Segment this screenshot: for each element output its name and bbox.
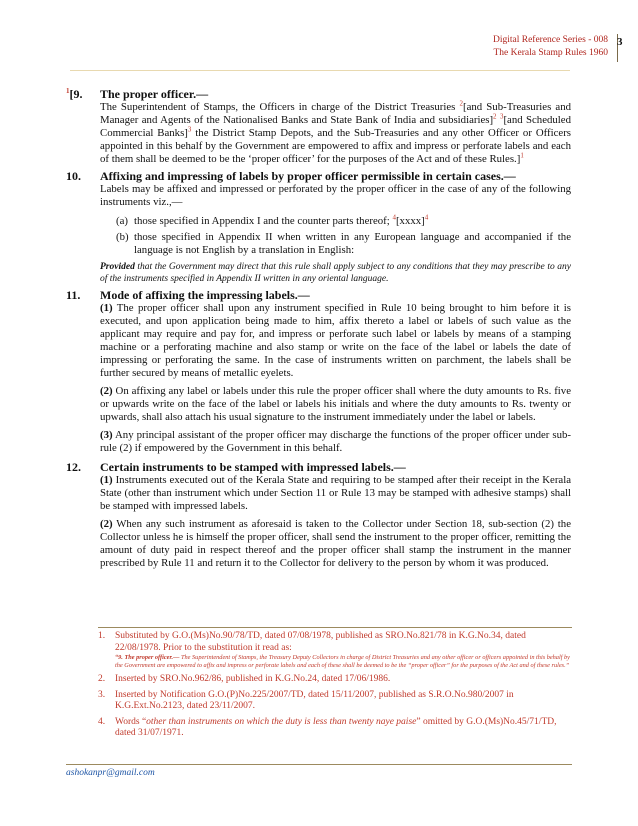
footnote-ref[interactable]: 2 xyxy=(459,99,463,108)
footnote-ref[interactable]: 3 xyxy=(187,125,192,134)
footer-rule xyxy=(66,764,572,765)
rule-12 xyxy=(66,461,571,570)
footnote-3: 3. Inserted by Notification G.O.(P)No.225/2007/TD, dated 15/11/2007, published as S.R.O.No.980/2007 in K.G.Ext.No.2123, dated 23/11/2007. xyxy=(98,689,514,711)
rule-title: Mode of affixing the impressing labels.— xyxy=(100,288,310,302)
footnote-quote: “9. The proper officer.— The Superintendent of Stamps, the Treasury Deputy Collectors in charge of District Treasuries and any other officer or officers appointed in this behalf by the Government are empowered to affix and impress or perforate labels and each of these shall be deemed to be the “proper officer” for the purposes of the Act and of these rules.” xyxy=(115,654,570,669)
rule-12-body xyxy=(100,474,571,570)
rule-number: 11. xyxy=(66,288,81,302)
rule-title: The proper officer.— xyxy=(100,87,209,101)
sub-rule: (2) On affixing any label or labels under this rule the proper officer shall where the duty amounts to Rs. five or upwards write on the face of the label or labels his initials and where the duty amounts to Rs. twenty or upwards, shall also attach his usual signature to the instrument immediately under the label or labels. xyxy=(100,385,571,423)
sub-rule: (1) The proper officer shall upon any instrument specified in Rule 10 being brought to him before it is executed, and upon application being made to him, affix thereto a label or labels of such value as the applicant may require and pay for, and impress or perforate such label or labels by means of a stamping machine or a perforating machine and also stamp or write on the face of the label or labels the date of impressing or perforating the same. In the case of instruments written on parchment, the labels shall be further secured by means of metallic eyelets. xyxy=(100,302,571,379)
footnote-ref[interactable]: 4 xyxy=(392,213,396,222)
proviso: Provided that the Government may direct that this rule shall apply subject to any conditions that they may prescribe to any of the instruments specified in Appendix II written in any oriental language. xyxy=(100,262,571,284)
rule-number: 10. xyxy=(66,169,81,183)
footnote-2: 2. Inserted by SRO.No.962/86, published in K.G.No.24, dated 17/06/1986. xyxy=(98,674,391,684)
rule-10 xyxy=(66,170,571,285)
rule-10-body xyxy=(100,183,571,285)
footnote-ref[interactable]: 2 xyxy=(493,112,497,121)
sub-rule: (3) Any principal assistant of the proper officer may discharge the functions of the proper officer under sub-rule (2) if empowered by the Government in this behalf. xyxy=(100,429,571,454)
footnote-ref[interactable]: 4 xyxy=(424,213,429,222)
footnote-4: 4. Words “other than instruments on which the duty is less than twenty naye paise” omitted by G.O.(Ms)No.45/71/TD, dated 31/07/1971. xyxy=(98,716,557,738)
rule-number: 12. xyxy=(66,460,81,474)
footnote-ref[interactable]: 1 xyxy=(520,151,524,160)
rule-10-heading xyxy=(66,170,571,183)
rule-12-heading xyxy=(66,461,571,474)
list-item: (a) those specified in Appendix I and the counter parts thereof; $^4$[xxxx]$^4$ xyxy=(116,213,429,227)
footnote-ref[interactable]: 1 xyxy=(66,87,70,95)
rule-9-heading xyxy=(66,88,571,101)
footer-email-link[interactable]: ashokanpr@gmail.com xyxy=(66,768,155,778)
header-rule xyxy=(70,70,570,71)
footnote-divider xyxy=(98,627,572,628)
page-number: 3 xyxy=(617,36,623,48)
running-header xyxy=(493,34,608,60)
rule-11-heading xyxy=(66,289,571,302)
rule-11 xyxy=(66,289,571,455)
document-title: The Kerala Stamp Rules 1960 xyxy=(493,48,608,58)
sub-rule: (2) When any such instrument as aforesaid is taken to the Collector under Section 18, sub-section (2) the Collector unless he is himself the proper officer, shall send the instrument to the proper officer, remitting the amount of duty paid in respect thereof and the proper officer shall stamp the instrument in the manner prescribed by Rule 11 and return it to the Collector for delivery to the person by whom it was produced. xyxy=(100,518,571,569)
rule-text: Labels may be affixed and impressed or perforated by the proper officer in the case of any of the following instruments viz.,— xyxy=(100,183,571,208)
rule-title: Certain instruments to be stamped with impressed labels.— xyxy=(100,460,406,474)
main-content xyxy=(66,84,571,570)
rule-title: Affixing and impressing of labels by proper officer permissible in certain cases.— xyxy=(100,169,516,183)
rule-number: [9. xyxy=(69,87,83,101)
list-item: (b) those specified in Appendix II when written in any European language and accompanied if the language is not English by a translation in English: xyxy=(116,231,571,256)
rule-9-body: The Superintendent of Stamps, the Officers in charge of the District Treasuries $^2$[and Sub-Treasuries and Manager and Agents of the Nationalised Banks and State Bank of India and subsidiaries]$^2$ $^3$[and Scheduled Commercial Banks]$^3$ the District Stamp Depots, and the Sub-Treasuries and any other Officer or Officers appointed in this behalf by the Government are empowered to affix and impress or perforate labels and each of them shall be deemed to be the ‘proper officer’ for the purposes of the Act and of these Rules.]$^1$ xyxy=(100,99,571,165)
footnote-ref[interactable]: 3 xyxy=(499,112,504,121)
rule-11-body xyxy=(100,302,571,455)
rule-9 xyxy=(66,88,571,166)
footnotes xyxy=(98,631,572,744)
footnote-1: 1. Substituted by G.O.(Ms)No.90/78/TD, dated 07/08/1978, published as SRO.No.821/78 in K.G.No.34, dated 22/08/1978. Prior to the substitution it read as: “9. The proper officer.— The Superintendent of Stamps, the Treasury Deputy Collectors in charge of District Treasuries and any other officer or officers appointed in this behalf by the Government are empowered to affix and impress or perforate labels and each of these shall be deemed to be the “proper officer” for the purposes of the Act and of these rules.” xyxy=(98,631,572,670)
sub-rule: (1) Instruments executed out of the Kerala State and requiring to be stamped after their receipt in the Kerala State (other than instrument which under Section 11 or Rule 13 may be stamped with adhesive stamps) shall be stamped with impressed labels. xyxy=(100,474,571,512)
series-label: Digital Reference Series - 008 xyxy=(492,35,608,45)
